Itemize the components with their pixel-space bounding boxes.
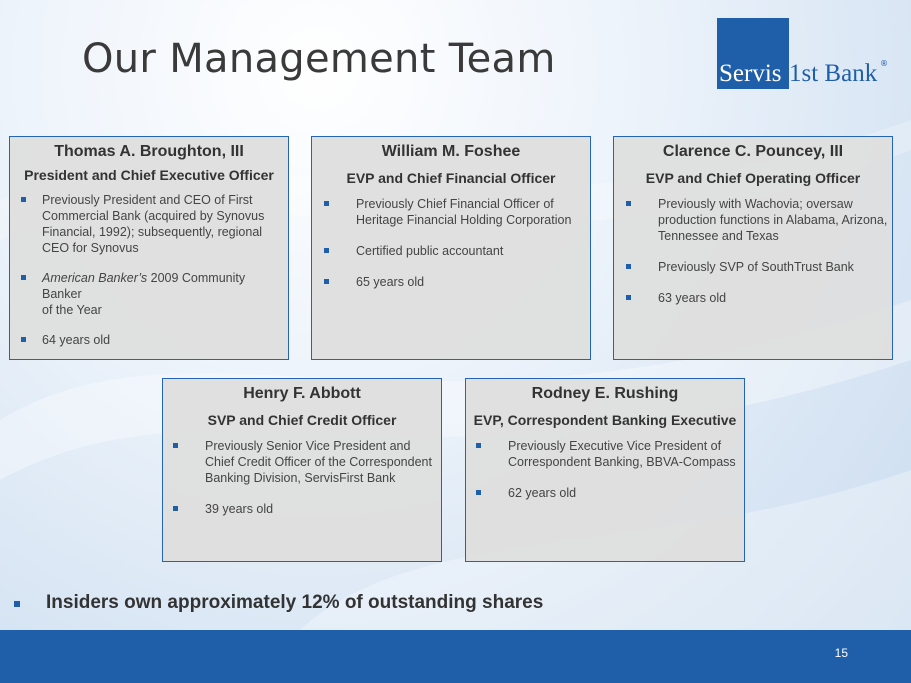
bullet-list (466, 438, 744, 501)
bullet-line: Previously with Wachovia; oversaw (658, 197, 853, 211)
list-item (614, 196, 892, 244)
bullet-line: Previously SVP of SouthTrust Bank (658, 260, 854, 274)
card-name: William M. Foshee (381, 143, 521, 160)
logo-text-servis: Servis (719, 60, 782, 87)
bullet-marker (21, 337, 26, 342)
bullet-marker (324, 201, 329, 206)
bullet-marker (626, 201, 631, 206)
bullet-line: Chief Credit Officer of the Correspondent (205, 455, 432, 469)
list-item (163, 438, 441, 486)
bullet-line: CEO for Synovus (42, 241, 139, 255)
bullet-list (163, 438, 441, 517)
logo-text-1st-bank: 1st Bank (789, 60, 878, 87)
bullet-line: Previously President and CEO of First (42, 193, 253, 207)
list-item (163, 501, 441, 517)
card-rodney-rushing (465, 378, 745, 562)
card-name: Rodney E. Rushing (531, 385, 679, 402)
card-henry-abbott (162, 378, 442, 562)
bullet-list (312, 196, 590, 290)
list-item (614, 259, 892, 275)
bullet-marker (324, 248, 329, 253)
bullet-line: 63 years old (658, 291, 727, 305)
bullet-line: Banking Division, ServisFirst Bank (205, 471, 396, 485)
bullet-list (10, 192, 288, 348)
bullet-line: Previously Senior Vice President and (205, 439, 411, 453)
bullet-marker (173, 443, 178, 448)
publication-name: American Banker’s (42, 271, 148, 285)
bullet-marker (21, 275, 26, 280)
bullet-line: Certified public accountant (356, 244, 504, 258)
card-name: Henry F. Abbott (243, 385, 361, 402)
bullet-marker (21, 197, 26, 202)
list-item (312, 196, 590, 228)
bullet-marker (476, 443, 481, 448)
footer-bar (0, 630, 911, 683)
bullet-text: 2009 Community Banker (42, 271, 246, 301)
bullet-line: Correspondent Banking, BBVA-Compass (508, 455, 736, 469)
card-william-foshee (311, 136, 591, 360)
bullet-line (42, 270, 288, 302)
card-clarence-pouncey (613, 136, 893, 360)
bullet-line: Financial, 1992); subsequently, regional (42, 225, 263, 239)
list-item (10, 192, 288, 256)
bullet-line: 64 years old (42, 333, 111, 347)
list-item (614, 290, 892, 306)
card-name: Thomas A. Broughton, III (54, 143, 244, 160)
bullet-line: 65 years old (356, 275, 425, 289)
card-role: SVP and Chief Credit Officer (207, 412, 397, 428)
note-text: Insiders own approximately 12% of outstanding shares (46, 592, 544, 613)
bullet-list (614, 196, 892, 306)
list-item (312, 274, 590, 290)
bullet-line: 62 years old (508, 486, 577, 500)
card-name: Clarence C. Pouncey, III (662, 143, 844, 160)
bullet-line: production functions in Alabama, Arizona, (658, 213, 888, 227)
page-title: Our Management Team (82, 36, 556, 82)
bullet-marker (626, 295, 631, 300)
bullet-line: Previously Executive Vice President of (508, 439, 722, 453)
bullet-line: 39 years old (205, 502, 274, 516)
bullet-marker (14, 601, 20, 607)
page-number: 15 (834, 646, 848, 660)
card-role: President and Chief Executive Officer (24, 167, 274, 183)
bullet-marker (476, 490, 481, 495)
servisfirst-logo (717, 18, 897, 89)
bullet-line: Tennessee and Texas (658, 229, 779, 243)
list-item (10, 270, 288, 318)
card-role: EVP and Chief Financial Officer (346, 170, 556, 186)
list-item (466, 438, 744, 470)
card-role: EVP and Chief Operating Officer (645, 170, 861, 186)
list-item (312, 243, 590, 259)
card-thomas-broughton (9, 136, 289, 360)
bullet-line: Heritage Financial Holding Corporation (356, 213, 572, 227)
bullet-line: Previously Chief Financial Officer of (356, 197, 554, 211)
bullet-line: of the Year (42, 303, 102, 317)
bullet-marker (324, 279, 329, 284)
bullet-marker (173, 506, 178, 511)
bullet-line: Commercial Bank (acquired by Synovus (42, 209, 265, 223)
registered-mark: ® (880, 59, 888, 68)
card-role: EVP, Correspondent Banking Executive (473, 412, 737, 428)
list-item (10, 332, 288, 348)
list-item (466, 485, 744, 501)
bullet-marker (626, 264, 631, 269)
